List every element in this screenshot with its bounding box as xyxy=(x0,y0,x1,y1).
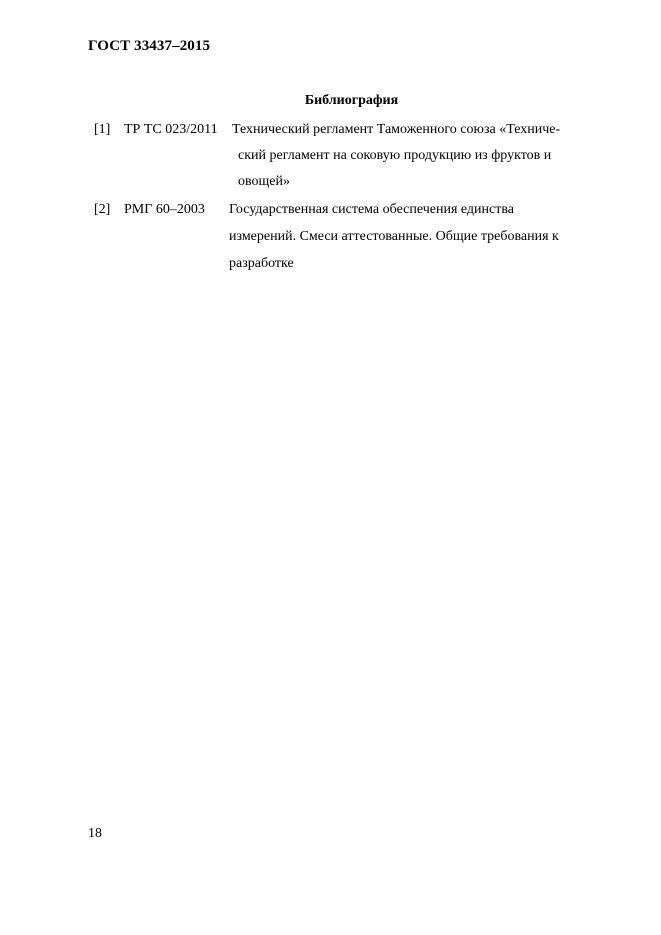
entry-text-line: измерений. Смеси аттестованные. Общие требования к xyxy=(229,229,559,244)
entry-reference: РМГ 60–2003 xyxy=(124,202,205,217)
entry-text-line: ский регламент на соковую продукцию из фруктов и xyxy=(238,148,552,163)
entry-text-line: овощей» xyxy=(238,174,291,189)
entry-text-line: Государственная система обеспечения единства xyxy=(229,202,514,217)
entry-number: [2] xyxy=(94,202,111,217)
entry-text-line: разработке xyxy=(229,256,294,271)
page-number: 18 xyxy=(88,826,102,841)
entry-reference: ТР ТС 023/2011 xyxy=(124,122,218,137)
document-header-code: ГОСТ 33437–2015 xyxy=(88,38,211,54)
entry-number: [1] xyxy=(94,122,111,137)
bibliography-title: Библиография xyxy=(304,93,399,108)
entry-text-line: Технический регламент Таможенного союза «Техниче- xyxy=(232,122,561,137)
